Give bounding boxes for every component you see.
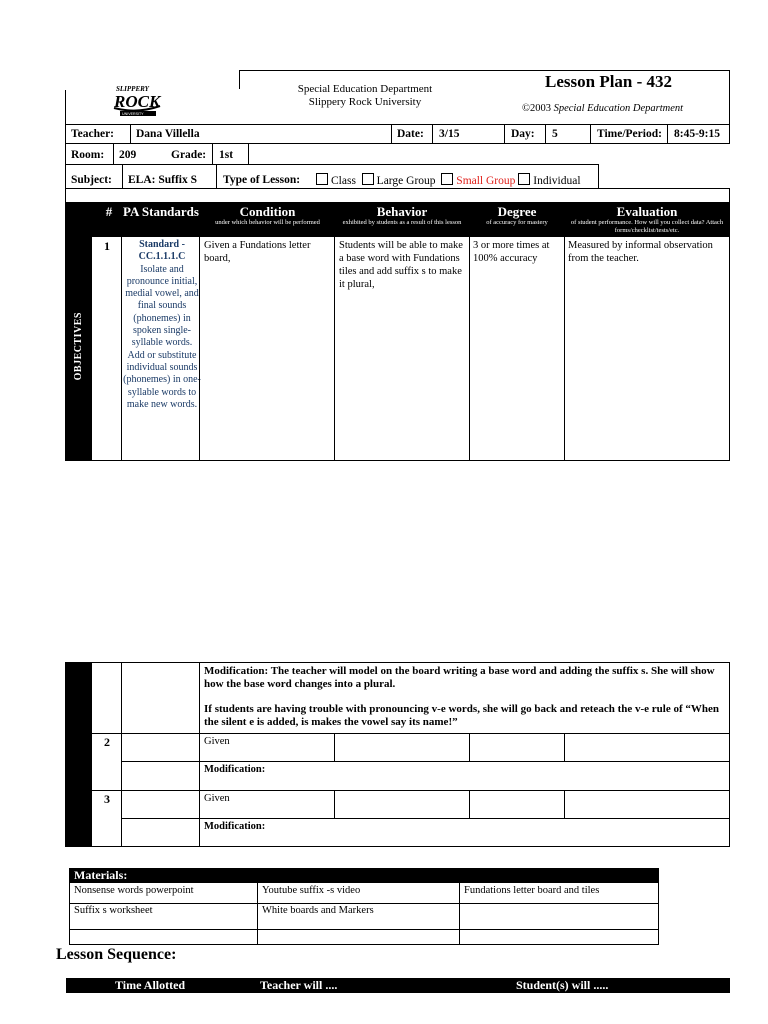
col-teacher-will: Teacher will .... (260, 978, 338, 992)
modifications-table (92, 662, 730, 847)
objectives-header-bar (65, 203, 730, 237)
standard-text: Isolate and pronounce initial, medial vowel, and final sounds (phonemes) in spoken single-syllable words. Add or substitute individual sounds (phonemes) in one-syllable words to make new words. (123, 263, 201, 410)
row-3-modification: Modification: (204, 821, 266, 832)
row-2-given: Given (204, 736, 230, 747)
modification-1-text: Modification: The teacher will model on the board writing a base word and adding the suffix s. She will show how the base word changes into a plural. If students are having trouble with pronouncing v-e words, she will go back and reteach the v-e rule of “When the silent e is added, is makes the vowel say its name!” (204, 665, 719, 728)
checkbox-large-group[interactable] (362, 173, 374, 185)
subject-info-row (65, 164, 599, 189)
header-degree: Degree of accuracy for mastery (486, 204, 548, 226)
department-name: Special Education Department (297, 83, 433, 95)
header-right-border (729, 70, 730, 124)
objective-number-2: 2 (104, 735, 110, 749)
room-label: Room: (71, 149, 105, 161)
checkbox-small-group[interactable] (441, 173, 453, 185)
standard-code: Standard - CC.1.1.1.C (138, 239, 186, 263)
col-students-will: Student(s) will ..... (516, 978, 609, 992)
header-top-border (239, 70, 730, 71)
lesson-plan-title: Lesson Plan - 432 (545, 72, 673, 91)
material-item: Nonsense words powerpoint (74, 885, 194, 896)
pa-standard-cell (123, 239, 201, 411)
material-item: Suffix s worksheet (74, 905, 153, 916)
date-label: Date: (397, 128, 424, 140)
time-period-value: 8:45-9:15 (674, 128, 720, 140)
header-behavior: Behavior exhibited by students as a result of this lesson (342, 204, 462, 226)
row-2-modification: Modification: (204, 764, 266, 775)
lesson-type-class[interactable]: Class (316, 175, 356, 187)
materials-table (69, 883, 659, 945)
svg-text:ROCK: ROCK (114, 92, 161, 111)
teacher-name: Dana Villella (136, 128, 200, 140)
day-value: 5 (552, 128, 558, 140)
svg-text:SLIPPERY: SLIPPERY (116, 85, 149, 93)
objective-number-1: 1 (104, 239, 110, 253)
evaluation-cell: Measured by informal observation from the teacher. (568, 240, 713, 264)
col-time-allotted: Time Allotted (115, 978, 186, 992)
subject-value: ELA: Suffix S (128, 174, 198, 186)
lesson-type-label: Type of Lesson: (223, 174, 301, 186)
subject-label: Subject: (71, 174, 112, 186)
objectives-side-bar (65, 237, 92, 461)
material-item: Fundations letter board and tiles (464, 885, 600, 896)
university-logo (112, 82, 162, 120)
row-3-given: Given (204, 793, 230, 804)
page-left-border (65, 90, 66, 124)
date-value: 3/15 (439, 128, 460, 140)
header-evaluation: Evaluation of student performance. How will you collect data? Attach forms/checklist/tests/etc. (570, 204, 724, 234)
objectives-side-label: OBJECTIVES (73, 312, 84, 381)
teacher-label: Teacher: (71, 128, 115, 140)
objective-number-3: 3 (104, 792, 110, 806)
svg-text:UNIVERSITY: UNIVERSITY (122, 112, 144, 116)
modifications-side-bar (65, 662, 92, 847)
material-item: Youtube suffix -s video (262, 885, 361, 896)
lesson-type-small-group[interactable]: Small Group (441, 175, 515, 187)
grade-label: Grade: (171, 149, 207, 161)
lesson-sequence-header (66, 978, 730, 993)
material-item: White boards and Markers (262, 905, 374, 916)
lesson-sequence-title: Lesson Sequence: (56, 946, 177, 963)
materials-header: Materials: (69, 868, 659, 883)
degree-cell: 3 or more times at 100% accuracy (473, 240, 550, 264)
lesson-type-large-group[interactable]: Large Group (362, 175, 436, 187)
header-number: # (105, 204, 113, 219)
room-value: 209 (119, 149, 137, 161)
lesson-type-individual[interactable]: Individual (518, 175, 580, 187)
objective-row-1 (92, 237, 730, 461)
header-condition: Condition under which behavior will be performed (215, 204, 320, 226)
behavior-cell: Students will be able to make a base word with Fundations tiles and add suffix s to make it plural, (339, 240, 463, 290)
checkbox-class[interactable] (316, 173, 328, 185)
header-pa-standards: PA Standards (123, 204, 199, 219)
header-left-tick (239, 70, 240, 89)
copyright-department: Special Education Department (553, 103, 684, 114)
time-period-label: Time/Period: (597, 128, 662, 140)
checkbox-individual[interactable] (518, 173, 530, 185)
copyright-year: ©2003 (522, 103, 551, 114)
day-label: Day: (511, 128, 535, 140)
room-info-row (65, 143, 249, 165)
spacer-row (65, 188, 730, 203)
university-name: Slippery Rock University (308, 96, 422, 108)
teacher-info-row (65, 124, 730, 144)
grade-value: 1st (219, 149, 234, 161)
condition-cell: Given a Fundations letter board, (204, 240, 311, 264)
